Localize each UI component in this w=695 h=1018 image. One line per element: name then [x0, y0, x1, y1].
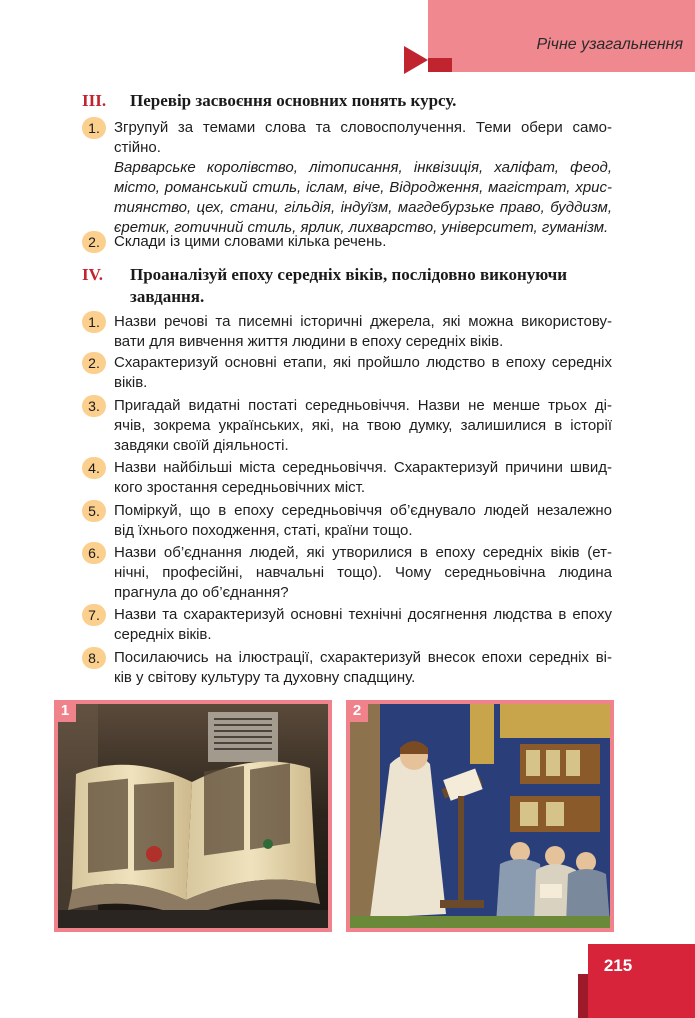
- header-ribbon-fold-lower: [428, 58, 452, 72]
- task-terms-line: єретик, готичний стиль, ярлик, лихварство, університет, гуманізм.: [114, 219, 609, 236]
- task-line: Поміркуй, що в епоху середньовіччя об’єднувало людей незалежно: [114, 502, 612, 519]
- task-line: ячів, зокрема українських, які, на твою думку, залишилися в історії: [114, 417, 612, 434]
- illustration-2-frame: [346, 700, 614, 932]
- task-line: Назви об’єднання людей, які утворилися в епоху середніх віків (ет-: [114, 544, 612, 561]
- section-4-title-line: завдання.: [130, 287, 205, 306]
- task-line: ків у світову культуру та духовну спадщину.: [114, 669, 416, 686]
- section-3-number: III.: [82, 91, 107, 110]
- illustration-1-open-book-photo: [58, 704, 328, 928]
- task-number-badge: 2.: [82, 352, 106, 374]
- task-terms-line: місто, романський стиль, іслам, віче, Відродження, магістрат, хрис-: [114, 179, 612, 196]
- illustration-2-medieval-miniature: [350, 704, 610, 928]
- running-header: Річне узагальнення: [536, 36, 683, 53]
- illustration-2-label: 2: [346, 700, 368, 722]
- medieval-miniature-image: [350, 704, 610, 928]
- section-4-title: [130, 264, 630, 308]
- task-line: Згрупуй за темами слова та словосполучення. Теми обери само-: [114, 119, 612, 136]
- task-number-badge: 1.: [82, 311, 106, 333]
- task-line: кого зростання середньовічних міст.: [114, 479, 366, 496]
- open-book-image: [58, 704, 328, 928]
- task-terms-line: Варварське королівство, літописання, інквізиція, халіфат, феод,: [114, 159, 612, 176]
- task-number-badge: 3.: [82, 395, 106, 417]
- header-ribbon-fold: [404, 46, 428, 74]
- task-line: віків.: [114, 374, 148, 391]
- task-line: Назви найбільші міста середньовіччя. Схарактеризуй причини швид-: [114, 459, 612, 476]
- task-number-badge: 6.: [82, 542, 106, 564]
- task-number-badge: 7.: [82, 604, 106, 626]
- page-number: 215: [603, 956, 633, 975]
- section-4-title-line: Проаналізуй епоху середніх віків, послідовно виконуючи: [130, 265, 568, 284]
- task-line: нічні, професійні, навчальні тощо). Чому середньовічна людина: [114, 564, 612, 581]
- task-line: вати для вивчення життя людини в епоху середніх віків.: [114, 333, 504, 350]
- task-line: стійно.: [114, 139, 161, 156]
- task-number-badge: 5.: [82, 500, 106, 522]
- section-3-title: Перевір засвоєння основних понять курсу.: [130, 91, 457, 110]
- task-terms-line: тиянство, цех, стани, гільдія, індуїзм, магдебурзьке право, буддизм,: [114, 199, 612, 216]
- task-line: прагнула до об’єднання?: [114, 584, 289, 601]
- task-line: Назви та схарактеризуй основні технічні досягнення людства в епоху: [114, 606, 612, 623]
- task-number-badge: 8.: [82, 647, 106, 669]
- task-line: Посилаючись на ілюстрації, схарактеризуй внесок епохи середніх ві-: [114, 649, 612, 666]
- page-number-accent-bar: [578, 974, 588, 1018]
- task-line: від їхнього походження, статі, країни тощо.: [114, 522, 413, 539]
- illustration-1-label: 1: [54, 700, 76, 722]
- task-line: Схарактеризуй основні етапи, які пройшло людство в епоху середніх: [114, 354, 612, 371]
- section-4-number: IV.: [82, 265, 103, 284]
- task-line: Назви речові та писемні історичні джерела, які можна використову-: [114, 313, 612, 330]
- task-number-badge: 1.: [82, 117, 106, 139]
- task-number-badge: 2.: [82, 231, 106, 253]
- task-line: середніх віків.: [114, 626, 212, 643]
- task-line: Пригадай видатні постаті середньовіччя. Назви не менше трьох ді-: [114, 397, 612, 414]
- task-line: завдяки своїй діяльності.: [114, 437, 289, 454]
- illustration-1-frame: [54, 700, 332, 932]
- task-number-badge: 4.: [82, 457, 106, 479]
- task-line: Склади із цими словами кілька речень.: [114, 233, 387, 250]
